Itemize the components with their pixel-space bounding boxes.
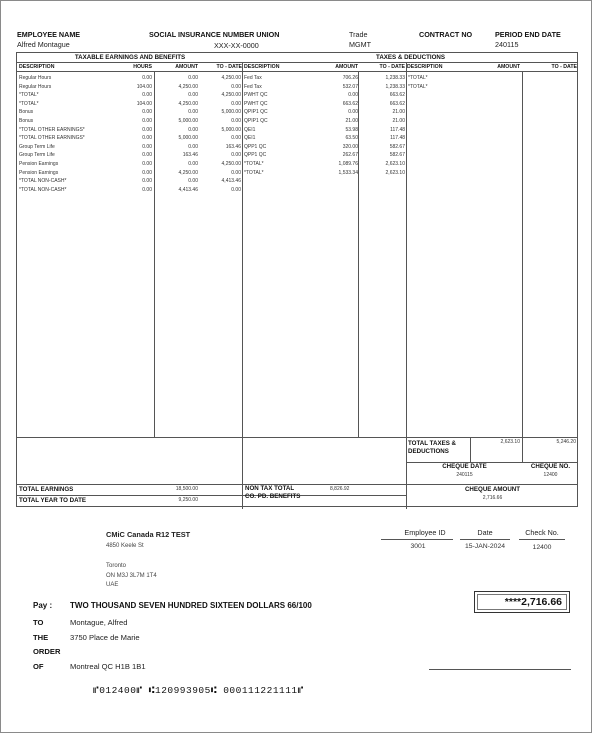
table-cell: 0.00 — [231, 100, 241, 107]
payee-city: Montreal QC H1B 1B1 — [70, 662, 146, 671]
table-cell: *TOTAL* — [19, 92, 39, 99]
col-hours: HOURS — [133, 64, 152, 70]
table-cell: 1,238.33 — [385, 75, 405, 81]
deduction-rows-1 — [243, 74, 406, 184]
employee-id: 3001 — [410, 543, 426, 550]
table-cell: QEI1 — [244, 135, 256, 142]
table-cell: 2,623.10 — [385, 160, 405, 167]
amount-box — [474, 591, 570, 613]
table-cell: 104.00 — [136, 100, 152, 107]
table-cell: 0.00 — [142, 135, 152, 142]
table-cell: 104.00 — [136, 83, 152, 90]
col-todate-earn: TO - DATE — [216, 64, 242, 70]
earnings-section-title: TAXABLE EARNINGS AND BENEFITS — [74, 54, 186, 61]
the-label: THE — [33, 633, 49, 642]
company-country: UAE — [106, 582, 119, 588]
cheque-date: 240115 — [456, 472, 473, 478]
contract-no-label: CONTRACT NO — [419, 30, 473, 39]
table-cell: *TOTAL NON-CASH* — [19, 186, 67, 193]
total-earnings-label: TOTAL EARNINGS — [19, 486, 74, 493]
table-cell: 320.00 — [342, 143, 358, 150]
table-cell: 0.00 — [142, 92, 152, 99]
table-cell: 4,413.46 — [221, 178, 241, 185]
table-cell: 4,250.00 — [221, 75, 241, 81]
table-cell: Bonus — [19, 117, 34, 124]
col-description-earn: DESCRIPTION — [19, 64, 55, 70]
table-cell: 4,413.46 — [178, 186, 198, 193]
company-city: Toronto — [106, 563, 127, 569]
table-cell: 663.62 — [389, 92, 405, 99]
table-cell: 532.07 — [342, 83, 358, 90]
table-cell: 1,089.76 — [338, 160, 358, 167]
table-cell: 0.00 — [188, 143, 198, 150]
table-cell: Fed Tax — [244, 75, 262, 81]
table-cell: 582.67 — [389, 143, 405, 150]
table-cell: 63.50 — [345, 135, 358, 142]
e-amt-column — [157, 74, 198, 194]
col-description-ded2: DESCRIPTION — [407, 64, 443, 70]
table-cell: 1,533.34 — [338, 169, 358, 176]
col-amount-ded2: AMOUNT — [497, 64, 520, 70]
table-cell: QEI1 — [244, 126, 256, 133]
date-label: Date — [477, 528, 493, 537]
table-cell: 5,000.00 — [221, 126, 241, 133]
table-cell: 5,000.00 — [221, 109, 241, 116]
total-earnings: 18,500.00 — [175, 486, 198, 492]
table-cell: 0.00 — [142, 117, 152, 124]
table-cell: 0.00 — [231, 83, 241, 90]
table-cell: Bonus — [19, 109, 34, 116]
table-cell: 21.00 — [392, 117, 405, 124]
table-cell: 53.98 — [345, 126, 358, 133]
pay-amount-words: TWO THOUSAND SEVEN HUNDRED SIXTEEN DOLLARS 66/100 — [70, 601, 312, 610]
table-cell: 1,238.33 — [385, 83, 405, 90]
cheque-amount-label: CHEQUE AMOUNT — [464, 486, 521, 493]
total-taxes-label: TOTAL TAXES & DEDUCTIONS — [408, 440, 457, 455]
trade-value: MGMT — [349, 40, 371, 49]
table-cell: 4,250.00 — [221, 160, 241, 167]
table-cell: 0.00 — [231, 152, 241, 159]
table-cell: 0.00 — [348, 109, 358, 116]
e-td-column — [197, 74, 241, 194]
period-end-date-label: PERIOD END DATE — [495, 30, 561, 39]
table-cell: 0.00 — [188, 92, 198, 99]
cheque-date-label: CHEQUE DATE — [442, 463, 487, 470]
table-cell: 4,250.00 — [178, 100, 198, 107]
sin-union-label: SOCIAL INSURANCE NUMBER UNION — [149, 30, 280, 39]
company-name: CMiC Canada R12 TEST — [106, 530, 191, 539]
table-cell: 0.00 — [142, 160, 152, 167]
table-cell: 0.00 — [142, 178, 152, 185]
table-cell: Fed Tax — [244, 83, 262, 90]
table-cell: 163.46 — [182, 152, 198, 159]
table-cell: Regular Hours — [19, 83, 52, 90]
table-cell: 0.00 — [231, 169, 241, 176]
table-cell: 0.00 — [188, 160, 198, 167]
table-cell: *TOTAL* — [244, 160, 264, 167]
table-cell: *TOTAL NON-CASH* — [19, 178, 67, 185]
earnings-rows — [17, 74, 243, 204]
table-cell: *TOTAL* — [408, 75, 428, 81]
table-cell: 21.00 — [345, 117, 358, 124]
trade-label: Trade — [349, 30, 368, 39]
d1-amt-column — [317, 74, 358, 177]
table-cell: 0.00 — [188, 109, 198, 116]
table-cell: 4,250.00 — [221, 92, 241, 99]
payee-name: Montague, Alfred — [70, 618, 128, 627]
table-cell: PWHT QC — [244, 92, 268, 99]
table-cell: 582.67 — [389, 152, 405, 159]
pay-label: Pay : — [33, 601, 53, 610]
d1-desc-column — [244, 74, 314, 177]
deduction-rows-2 — [407, 74, 578, 94]
table-cell: Group Term Life — [19, 152, 55, 159]
check-no-label: Check No. — [525, 528, 559, 537]
col-amount-ded1: AMOUNT — [335, 64, 358, 70]
table-cell: 117.48 — [390, 135, 405, 142]
table-cell: *TOTAL* — [408, 83, 428, 90]
table-cell: 117.48 — [390, 126, 405, 133]
table-cell: *TOTAL OTHER EARNINGS* — [19, 126, 85, 133]
table-cell: 0.00 — [188, 178, 198, 185]
table-cell: 163.46 — [225, 143, 241, 150]
table-cell: 0.00 — [142, 169, 152, 176]
col-description-ded1: DESCRIPTION — [244, 64, 280, 70]
table-cell: *TOTAL* — [19, 100, 39, 107]
col-amount-earn: AMOUNT — [175, 64, 198, 70]
table-cell: 5,000.00 — [178, 117, 198, 124]
employee-id-label: Employee ID — [404, 528, 446, 537]
non-tax-label-2: CO. PD. BENEFITS — [245, 493, 301, 500]
table-cell: Group Term Life — [19, 143, 55, 150]
table-cell: 0.00 — [231, 135, 241, 142]
signature-line — [429, 669, 571, 670]
table-cell: QPIP1 QC — [244, 117, 268, 124]
table-cell: 0.00 — [142, 75, 152, 81]
non-tax-label-1: NON TAX TOTAL — [245, 485, 295, 492]
to-label: TO — [33, 618, 44, 627]
check-no: 12400 — [532, 544, 552, 551]
total-taxes-amount: 2,623.10 — [500, 439, 520, 445]
micr-line: ⑈012400⑈ ⑆120993905⑆ 000111221111⑈ — [93, 685, 304, 696]
table-cell: 706.26 — [342, 75, 358, 81]
table-cell: 0.00 — [142, 126, 152, 133]
total-taxes-to-date: 5,246.20 — [556, 439, 576, 445]
table-cell: 0.00 — [348, 92, 358, 99]
table-cell: 262.67 — [342, 152, 358, 159]
cheque-amount: 2,716.66 — [482, 495, 503, 501]
d2-desc-column — [408, 74, 478, 91]
table-cell: 21.00 — [392, 109, 405, 116]
table-cell: 0.00 — [142, 152, 152, 159]
non-tax-total: 8,826.92 — [330, 486, 350, 492]
total-ytd-label: TOTAL YEAR TO DATE — [19, 497, 87, 504]
col-todate-ded1: TO - DATE — [379, 64, 405, 70]
table-cell: *TOTAL* — [244, 169, 264, 176]
table-cell: 4,250.00 — [178, 83, 198, 90]
total-ytd: 9,250.00 — [178, 497, 198, 503]
employee-name-label: EMPLOYEE NAME — [17, 30, 81, 39]
taxes-section-title: TAXES & DEDUCTIONS — [376, 54, 445, 61]
table-cell: 5,000.00 — [178, 135, 198, 142]
table-cell: Pension Earnings — [19, 160, 59, 167]
table-cell: 0.00 — [231, 186, 241, 193]
table-cell: Pension Earnings — [19, 169, 59, 176]
sin-value: XXX-XX-0000 — [214, 41, 259, 50]
e-desc-column — [19, 74, 109, 194]
table-cell: *TOTAL OTHER EARNINGS* — [19, 135, 85, 142]
cheque-no: 12400 — [543, 472, 558, 478]
table-cell: 0.00 — [231, 117, 241, 124]
of-label: OF — [33, 662, 44, 671]
table-cell: 0.00 — [142, 109, 152, 116]
table-cell: 0.00 — [142, 143, 152, 150]
table-cell: 0.00 — [188, 75, 198, 81]
employee-name: Alfred Montague — [17, 40, 70, 49]
table-cell: 0.00 — [188, 126, 198, 133]
table-cell: 663.62 — [342, 100, 358, 107]
table-cell: QPP1 QC — [244, 152, 267, 159]
earnings-deductions-table — [16, 52, 578, 507]
order-label: ORDER — [33, 647, 61, 656]
e-hours-column — [109, 74, 152, 194]
company-province: ON M3J 3L7M 1T4 — [106, 573, 157, 579]
table-cell: 0.00 — [142, 186, 152, 193]
cheque-date-full: 15-JAN-2024 — [464, 543, 506, 550]
amount-box-value: ****2,716.66 — [477, 594, 567, 610]
d1-td-column — [359, 74, 405, 177]
company-address: 4850 Keele St — [106, 543, 144, 549]
table-cell: QPP1 QC — [244, 143, 267, 150]
payee-street: 3750 Place de Marie — [70, 633, 140, 642]
table-cell: QPIP1 QC — [244, 109, 268, 116]
table-cell: Regular Hours — [19, 75, 52, 81]
table-cell: PWHT QC — [244, 100, 268, 107]
col-todate-ded2: TO - DATE — [551, 64, 577, 70]
period-end-date-value: 240115 — [495, 40, 519, 49]
table-cell: 4,250.00 — [178, 169, 198, 176]
table-cell: 663.62 — [389, 100, 405, 107]
table-cell: 2,623.10 — [385, 169, 405, 176]
cheque-no-label: CHEQUE NO. — [530, 463, 571, 470]
